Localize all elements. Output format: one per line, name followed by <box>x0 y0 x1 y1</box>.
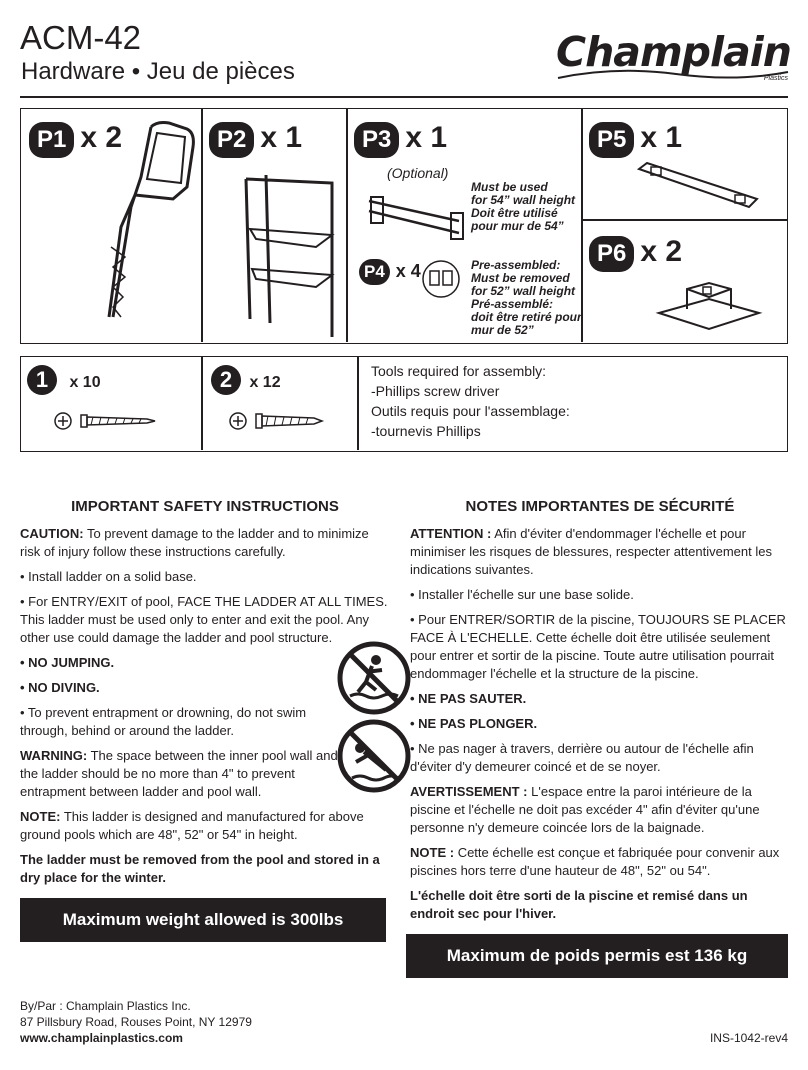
tools-list <box>371 361 570 441</box>
english-bullet: • To prevent entrapment or drowning, do not swim through, behind or around the ladder. <box>20 705 307 738</box>
note-line: for 54” wall height <box>471 193 576 207</box>
screw-1-icon <box>51 409 161 433</box>
part-p2-header <box>209 121 302 158</box>
screw-2-qty: x 12 <box>249 374 281 391</box>
note-line: Pré-assemblé: <box>471 297 554 311</box>
header-divider <box>20 96 788 98</box>
part-p5-badge: P5 <box>589 122 634 158</box>
english-safety-section <box>20 498 390 894</box>
tools-line: -tournevis Phillips <box>371 423 481 439</box>
note-line: doit être retiré pour <box>471 310 582 324</box>
screws-panel <box>20 356 788 452</box>
english-weight-banner: Maximum weight allowed is 300lbs <box>20 898 386 942</box>
english-warning <box>20 747 340 801</box>
note-line: Must be used <box>471 180 548 194</box>
caution-text: To prevent damage to the ladder and to minimize risk of injury follow these instructions carefully. <box>20 526 369 559</box>
french-bullet: • Pour ENTRER/SORTIR de la piscine, TOUJOURS SE PLACER FACE À L'ECHELLE. Cette échelle doit être utilisée seulement pour entrer et sortir de la piscine. Toute autre utilisation pourrait endommager l'échelle et la structure de la piscine. <box>410 612 786 681</box>
french-bullet: • NE PAS SAUTER. <box>410 691 527 706</box>
base-bracket-icon <box>653 279 765 339</box>
ladder-handrail-icon <box>91 117 196 342</box>
logo-text: Champlain <box>556 28 791 76</box>
english-bullet: • NO DIVING. <box>20 680 100 695</box>
french-bullet: • Ne pas nager à travers, derrière ou autour de l'échelle afin d'éviter d'y demeurer coincé et de se noyer. <box>410 741 754 774</box>
champlain-logo <box>556 28 792 88</box>
no-jumping-icon <box>336 640 412 716</box>
note-label: NOTE : <box>410 845 455 860</box>
footer-website-link[interactable]: www.champlainplastics.com <box>20 1031 183 1045</box>
french-note <box>410 844 790 880</box>
part-p3-optional: (Optional) <box>387 165 449 181</box>
footer-address <box>20 998 252 1046</box>
caution-label: ATTENTION : <box>410 526 492 541</box>
document-title: ACM-42 <box>20 19 142 56</box>
part-p5-header <box>589 121 682 158</box>
caution-label: CAUTION: <box>20 526 84 541</box>
warning-label: AVERTISSEMENT : <box>410 784 528 799</box>
screw-2-number: 2 <box>211 365 241 395</box>
part-p4-badge: P4 <box>359 259 390 285</box>
part-p6-header <box>589 235 682 272</box>
warning-text: L'espace entre la paroi intérieure de la piscine et l'échelle ne doit pas excéder 4" afin d'éviter qu'une personne n'y demeure coincée lors de la baignade. <box>410 784 760 835</box>
french-warning <box>410 783 790 837</box>
note-line: Must be removed <box>471 271 570 285</box>
part-p2-badge: P2 <box>209 122 254 158</box>
note-line: mur de 52” <box>471 323 534 337</box>
part-p4-note <box>471 259 582 337</box>
tools-line: -Phillips screw driver <box>371 383 500 399</box>
stabilizer-bar-icon <box>359 181 471 251</box>
part-p6-qty: x 2 <box>640 235 683 268</box>
french-weight-banner: Maximum de poids permis est 136 kg <box>406 934 788 978</box>
note-line: pour mur de 54” <box>471 219 564 233</box>
french-remove: L'échelle doit être sorti de la piscine et remisé dans un endroit sec pour l'hiver. <box>410 888 748 921</box>
warning-label: WARNING: <box>20 748 88 763</box>
tools-line: Tools required for assembly: <box>371 363 547 379</box>
no-diving-icon <box>336 718 412 794</box>
clip-icon <box>421 259 461 299</box>
part-p5-qty: x 1 <box>640 121 683 154</box>
note-text: Cette échelle est conçue et fabriquée pour convenir aux piscines hors terre d'une hauteur de 48", 52" ou 54". <box>410 845 780 878</box>
document-id: INS-1042-rev4 <box>709 1031 788 1045</box>
french-heading: NOTES IMPORTANTES DE SÉCURITÉ <box>465 498 735 515</box>
footer-line: 87 Pillsbury Road, Rouses Point, NY 12979 <box>20 1015 252 1029</box>
tools-line: Outils requis pour l'assemblage: <box>371 403 570 419</box>
part-p2-qty: x 1 <box>260 121 303 154</box>
part-p6-badge: P6 <box>589 236 634 272</box>
divider <box>357 357 359 450</box>
note-line: for 52” wall height <box>471 284 576 298</box>
english-bullet: • NO JUMPING. <box>20 655 115 670</box>
french-safety-section <box>410 498 790 930</box>
warning-text: The space between the inner pool wall and the ladder should be no more than 4" to prevent entrapment between ladder and pool wall. <box>20 748 338 799</box>
screw-2-icon <box>226 409 336 433</box>
divider <box>201 357 203 450</box>
screw-1-header <box>27 365 101 395</box>
screw-2-header <box>211 365 281 395</box>
english-bullet: • For ENTRY/EXIT of pool, FACE THE LADDER AT ALL TIMES. This ladder must be used only to enter and exit the pool. Any other use could damage the ladder and pool structure. <box>20 594 388 645</box>
divider <box>346 109 348 342</box>
part-p3-note <box>471 181 575 233</box>
english-heading: IMPORTANT SAFETY INSTRUCTIONS <box>71 498 339 515</box>
part-p3-qty: x 1 <box>405 121 448 154</box>
footer-line: By/Par : Champlain Plastics Inc. <box>20 999 191 1013</box>
part-p1-badge: P1 <box>29 122 74 158</box>
logo-subtext: Plastics <box>763 75 788 82</box>
ladder-steps-icon <box>236 169 341 341</box>
french-bullet: • Installer l'échelle sur une base solide. <box>410 587 634 602</box>
screw-1-qty: x 10 <box>69 374 101 391</box>
divider <box>201 109 203 342</box>
document-subtitle: Hardware • Jeu de pièces <box>21 58 295 85</box>
note-line: Doit être utilisé <box>471 206 558 220</box>
english-bullet: • Install ladder on a solid base. <box>20 569 197 584</box>
french-caution <box>410 525 790 579</box>
part-p1-qty: x 2 <box>80 121 123 154</box>
english-remove: The ladder must be removed from the pool and stored in a dry place for the winter. <box>20 852 380 885</box>
part-p3-header <box>354 121 447 158</box>
english-caution <box>20 525 390 561</box>
part-p3-badge: P3 <box>354 122 399 158</box>
parts-panel <box>20 108 788 344</box>
caution-text: Afin d'éviter d'endommager l'échelle et pour minimiser les risques de blessures, respecter attentivement les indications suivantes. <box>410 526 772 577</box>
part-p4-qty: x 4 <box>395 261 421 281</box>
part-p4-header <box>359 259 421 285</box>
french-bullet: • NE PAS PLONGER. <box>410 716 538 731</box>
strap-plate-icon <box>633 159 763 215</box>
note-text: This ladder is designed and manufactured for above ground pools which are 48", 52" or 54" in height. <box>20 809 364 842</box>
screw-1-number: 1 <box>27 365 57 395</box>
note-label: NOTE: <box>20 809 61 824</box>
note-line: Pre-assembled: <box>471 258 561 272</box>
english-note <box>20 808 390 844</box>
divider <box>581 219 787 221</box>
